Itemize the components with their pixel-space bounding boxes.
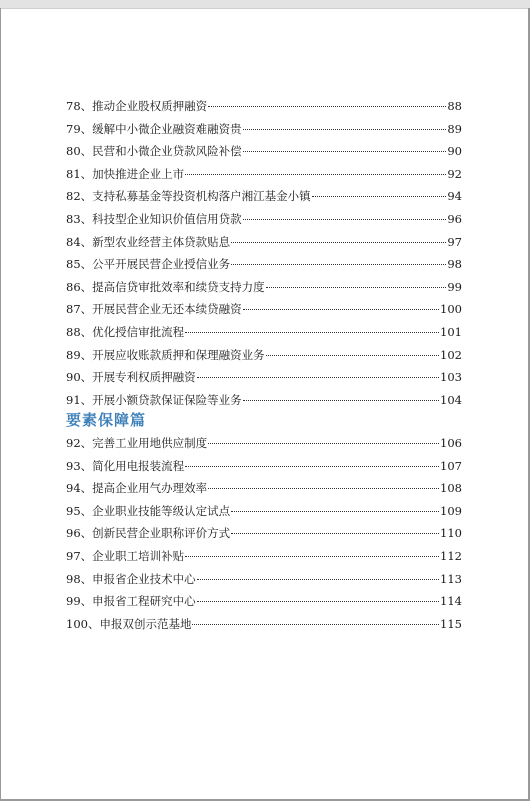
- toc-list-part2: [66, 432, 462, 635]
- toc-leader-dots: [266, 355, 439, 356]
- toc-entry-title: 81、加快推进企业上市: [66, 166, 185, 181]
- toc-entry[interactable]: [66, 253, 462, 276]
- toc-leader-dots: [312, 196, 447, 197]
- toc-entry-title: 95、企业职业技能等级认定试点: [66, 503, 231, 518]
- toc-entry-page-number: 97: [447, 234, 462, 249]
- toc-entry-page-number: 94: [447, 189, 462, 204]
- toc-entry-page-number: 112: [440, 548, 462, 563]
- toc-section-factor-guarantee: [66, 432, 462, 635]
- toc-entry-title: 99、申报省工程研究中心: [66, 594, 196, 609]
- toc-leader-dots: [192, 624, 439, 625]
- toc-entry-page-number: 101: [440, 324, 462, 339]
- toc-entry-page-number: 115: [440, 616, 462, 631]
- toc-entry-page-number: 113: [440, 571, 462, 586]
- section-heading-factor-guarantee: 要素保障篇: [66, 411, 147, 429]
- toc-entry-page-number: 110: [440, 526, 462, 541]
- toc-entry-title: 78、推动企业股权质押融资: [66, 99, 208, 113]
- toc-entry[interactable]: [66, 208, 462, 231]
- toc-leader-dots: [185, 174, 446, 175]
- toc-list-part1: [66, 95, 462, 411]
- toc-leader-dots: [243, 219, 447, 220]
- toc-leader-dots: [208, 106, 446, 107]
- toc-entry-page-number: 90: [447, 144, 462, 159]
- toc-entry-title: 79、缓解中小微企业融资难融资贵: [66, 121, 242, 136]
- viewer-top-bar: [0, 0, 530, 9]
- toc-leader-dots: [243, 129, 447, 130]
- toc-entry-title: 97、企业职工培训补贴: [66, 548, 185, 563]
- toc-leader-dots: [185, 332, 439, 333]
- toc-entry-page-number: 106: [440, 436, 462, 450]
- toc-entry-title: 98、申报省企业技术中心: [66, 571, 196, 586]
- toc-leader-dots: [243, 400, 439, 401]
- toc-entry-title: 85、公平开展民营企业授信业务: [66, 257, 231, 272]
- toc-entry-title: 88、优化授信审批流程: [66, 324, 185, 339]
- toc-entry[interactable]: [66, 455, 462, 478]
- toc-entry[interactable]: [66, 500, 462, 523]
- toc-leader-dots: [231, 264, 446, 265]
- toc-entry-page-number: 89: [447, 121, 462, 136]
- toc-entry[interactable]: [66, 477, 462, 500]
- toc-leader-dots: [197, 601, 439, 602]
- toc-entry-title: 84、新型农业经营主体贷款贴息: [66, 234, 231, 249]
- toc-entry-page-number: 99: [447, 279, 462, 294]
- toc-entry-page-number: 107: [440, 458, 462, 473]
- toc-leader-dots: [208, 443, 439, 444]
- toc-entry[interactable]: [66, 613, 462, 636]
- toc-leader-dots: [231, 533, 439, 534]
- toc-entry[interactable]: [66, 163, 462, 186]
- toc-entry[interactable]: [66, 185, 462, 208]
- toc-leader-dots: [231, 242, 446, 243]
- toc-entry-title: 89、开展应收账款质押和保理融资业务: [66, 347, 265, 362]
- toc-entry-title: 86、提高信贷审批效率和续贷支持力度: [66, 279, 265, 294]
- toc-entry-title: 91、开展小额贷款保证保险等业务: [66, 392, 242, 407]
- toc-entry[interactable]: [66, 276, 462, 299]
- toc-entry-page-number: 103: [440, 370, 462, 385]
- toc-leader-dots: [231, 511, 439, 512]
- toc-entry[interactable]: [66, 545, 462, 568]
- toc-entry-title: 100、申报双创示范基地: [66, 616, 192, 631]
- toc-leader-dots: [243, 309, 439, 310]
- toc-entry-page-number: 88: [447, 99, 462, 113]
- toc-entry-title: 93、简化用电报装流程: [66, 458, 185, 473]
- toc-entry-title: 82、支持私募基金等投资机构落户湘江基金小镇: [66, 189, 311, 204]
- toc-entry-page-number: 98: [447, 257, 462, 272]
- toc-entry[interactable]: [66, 522, 462, 545]
- toc-entry[interactable]: [66, 321, 462, 344]
- toc-entry-page-number: 108: [440, 481, 462, 496]
- toc-entry[interactable]: [66, 568, 462, 591]
- toc-entry-page-number: 102: [440, 347, 462, 362]
- toc-leader-dots: [185, 556, 439, 557]
- toc-entry[interactable]: [66, 118, 462, 141]
- toc-entry-title: 83、科技型企业知识价值信用贷款: [66, 211, 242, 226]
- toc-entry-title: 94、提高企业用气办理效率: [66, 481, 208, 496]
- toc-section-financing: [66, 95, 462, 411]
- toc-leader-dots: [197, 579, 439, 580]
- toc-entry-title: 90、开展专利权质押融资: [66, 370, 196, 385]
- toc-entry[interactable]: [66, 366, 462, 389]
- toc-entry-page-number: 92: [447, 166, 462, 181]
- toc-entry[interactable]: [66, 344, 462, 367]
- toc-entry-page-number: 109: [440, 503, 462, 518]
- page-left-border: [0, 8, 1, 801]
- toc-leader-dots: [197, 377, 439, 378]
- toc-entry-title: 92、完善工业用地供应制度: [66, 436, 208, 450]
- toc-leader-dots: [185, 466, 439, 467]
- toc-entry-page-number: 114: [440, 594, 462, 609]
- toc-entry[interactable]: [66, 389, 462, 412]
- toc-entry-title: 96、创新民营企业职称评价方式: [66, 526, 231, 541]
- toc-entry[interactable]: [66, 432, 462, 455]
- toc-leader-dots: [266, 287, 447, 288]
- toc-entry[interactable]: [66, 231, 462, 254]
- toc-entry-title: 87、开展民营企业无还本续贷融资: [66, 302, 242, 317]
- toc-leader-dots: [208, 488, 439, 489]
- toc-entry-page-number: 100: [440, 302, 462, 317]
- toc-entry[interactable]: [66, 95, 462, 118]
- toc-entry-page-number: 104: [440, 392, 462, 407]
- toc-entry-title: 80、民营和小微企业贷款风险补偿: [66, 144, 242, 159]
- toc-leader-dots: [243, 151, 447, 152]
- toc-entry[interactable]: [66, 298, 462, 321]
- toc-entry[interactable]: [66, 590, 462, 613]
- toc-entry-page-number: 96: [447, 211, 462, 226]
- toc-entry[interactable]: [66, 140, 462, 163]
